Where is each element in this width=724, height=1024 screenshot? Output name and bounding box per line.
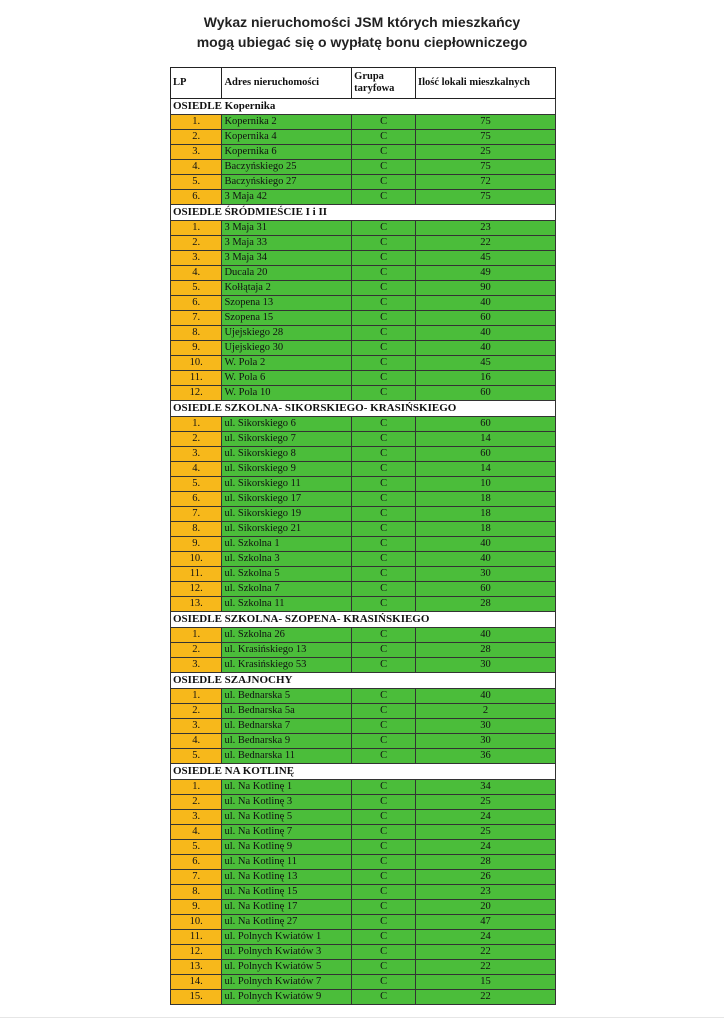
tariff-group: C (352, 266, 416, 281)
apartment-count: 25 (415, 795, 555, 810)
row-number: 4. (171, 266, 222, 281)
table-row (171, 356, 556, 371)
table-row (171, 900, 556, 915)
apartment-count: 60 (415, 417, 555, 432)
title-line-2: mogą ubiegać się o wypłatę bonu ciepłowniczego (196, 34, 528, 50)
row-number: 2. (171, 432, 222, 447)
tariff-group: C (352, 311, 416, 326)
property-address: ul. Na Kotlinę 5 (222, 810, 352, 825)
table-row (171, 447, 556, 462)
tariff-group: C (352, 236, 416, 251)
property-address: ul. Sikorskiego 7 (222, 432, 352, 447)
property-address: ul. Szkolna 5 (222, 567, 352, 582)
property-address: Ducala 20 (222, 266, 352, 281)
table-row (171, 825, 556, 840)
property-address: ul. Szkolna 1 (222, 537, 352, 552)
tariff-group: C (352, 840, 416, 855)
property-address: 3 Maja 31 (222, 221, 352, 236)
row-number: 3. (171, 658, 222, 673)
tariff-group: C (352, 507, 416, 522)
property-address: ul. Bednarska 5a (222, 704, 352, 719)
apartment-count: 60 (415, 311, 555, 326)
row-number: 8. (171, 522, 222, 537)
table-row (171, 417, 556, 432)
row-number: 9. (171, 900, 222, 915)
property-address: W. Pola 6 (222, 371, 352, 386)
section-header-row (171, 99, 556, 115)
table-row (171, 522, 556, 537)
row-number: 12. (171, 582, 222, 597)
row-number: 13. (171, 597, 222, 612)
property-address: ul. Sikorskiego 8 (222, 447, 352, 462)
tariff-group: C (352, 855, 416, 870)
property-address: ul. Polnych Kwiatów 1 (222, 930, 352, 945)
row-number: 1. (171, 417, 222, 432)
property-address: ul. Na Kotlinę 3 (222, 795, 352, 810)
row-number: 2. (171, 704, 222, 719)
row-number: 12. (171, 386, 222, 401)
apartment-count: 20 (415, 900, 555, 915)
property-address: ul. Szkolna 7 (222, 582, 352, 597)
table-row (171, 658, 556, 673)
table-row (171, 840, 556, 855)
property-address: ul. Na Kotlinę 13 (222, 870, 352, 885)
apartment-count: 40 (415, 689, 555, 704)
property-address: Baczyńskiego 25 (222, 160, 352, 175)
property-address: ul. Na Kotlinę 11 (222, 855, 352, 870)
header-address: Adres nieruchomości (222, 68, 352, 99)
table-body (171, 99, 556, 1005)
row-number: 4. (171, 734, 222, 749)
table-row (171, 870, 556, 885)
apartment-count: 30 (415, 567, 555, 582)
table-row (171, 855, 556, 870)
tariff-group: C (352, 145, 416, 160)
apartment-count: 60 (415, 447, 555, 462)
apartment-count: 23 (415, 885, 555, 900)
row-number: 10. (171, 915, 222, 930)
table-row (171, 960, 556, 975)
table-row (171, 795, 556, 810)
property-address: ul. Polnych Kwiatów 3 (222, 945, 352, 960)
property-address: W. Pola 10 (222, 386, 352, 401)
property-address: ul. Bednarska 11 (222, 749, 352, 764)
section-header-row (171, 612, 556, 628)
tariff-group: C (352, 915, 416, 930)
table-row (171, 386, 556, 401)
table-row (171, 326, 556, 341)
document-title (0, 12, 724, 52)
table-row (171, 160, 556, 175)
table-row (171, 296, 556, 311)
property-address: ul. Polnych Kwiatów 9 (222, 990, 352, 1005)
tariff-group: C (352, 825, 416, 840)
table-row (171, 810, 556, 825)
apartment-count: 40 (415, 341, 555, 356)
tariff-group: C (352, 281, 416, 296)
property-address: ul. Bednarska 9 (222, 734, 352, 749)
tariff-group: C (352, 930, 416, 945)
table-row (171, 477, 556, 492)
property-address: ul. Bednarska 5 (222, 689, 352, 704)
property-address: W. Pola 2 (222, 356, 352, 371)
row-number: 10. (171, 552, 222, 567)
row-number: 6. (171, 296, 222, 311)
property-address: 3 Maja 34 (222, 251, 352, 266)
row-number: 2. (171, 236, 222, 251)
table-row (171, 311, 556, 326)
apartment-count: 16 (415, 371, 555, 386)
apartment-count: 30 (415, 658, 555, 673)
property-address: ul. Sikorskiego 11 (222, 477, 352, 492)
section-title: OSIEDLE ŚRÓDMIEŚCIE I i II (171, 205, 556, 221)
tariff-group: C (352, 810, 416, 825)
tariff-group: C (352, 130, 416, 145)
table-row (171, 643, 556, 658)
property-address: ul. Szkolna 26 (222, 628, 352, 643)
apartment-count: 18 (415, 492, 555, 507)
tariff-group: C (352, 417, 416, 432)
row-number: 2. (171, 130, 222, 145)
tariff-group: C (352, 870, 416, 885)
apartment-count: 60 (415, 582, 555, 597)
apartment-count: 60 (415, 386, 555, 401)
tariff-group: C (352, 190, 416, 205)
section-title: OSIEDLE SZKOLNA- SIKORSKIEGO- KRASIŃSKIEGO (171, 401, 556, 417)
tariff-group: C (352, 749, 416, 764)
property-address: ul. Sikorskiego 17 (222, 492, 352, 507)
apartment-count: 15 (415, 975, 555, 990)
apartment-count: 24 (415, 840, 555, 855)
tariff-group: C (352, 795, 416, 810)
tariff-group: C (352, 341, 416, 356)
row-number: 6. (171, 492, 222, 507)
row-number: 11. (171, 930, 222, 945)
table-row (171, 719, 556, 734)
row-number: 8. (171, 885, 222, 900)
apartment-count: 40 (415, 326, 555, 341)
table-row (171, 221, 556, 236)
header-lp: LP (171, 68, 222, 99)
row-number: 13. (171, 960, 222, 975)
table-row (171, 734, 556, 749)
apartment-count: 45 (415, 251, 555, 266)
row-number: 4. (171, 160, 222, 175)
row-number: 7. (171, 311, 222, 326)
row-number: 9. (171, 341, 222, 356)
tariff-group: C (352, 689, 416, 704)
property-address: Kopernika 6 (222, 145, 352, 160)
table-row (171, 704, 556, 719)
tariff-group: C (352, 552, 416, 567)
row-number: 5. (171, 749, 222, 764)
apartment-count: 36 (415, 749, 555, 764)
table-row (171, 507, 556, 522)
property-address: ul. Polnych Kwiatów 7 (222, 975, 352, 990)
table-row (171, 990, 556, 1005)
apartment-count: 40 (415, 296, 555, 311)
tariff-group: C (352, 356, 416, 371)
row-number: 5. (171, 175, 222, 190)
row-number: 6. (171, 855, 222, 870)
tariff-group: C (352, 462, 416, 477)
tariff-group: C (352, 326, 416, 341)
table-row (171, 552, 556, 567)
table-row (171, 145, 556, 160)
row-number: 10. (171, 356, 222, 371)
table-row (171, 597, 556, 612)
apartment-count: 22 (415, 945, 555, 960)
apartment-count: 30 (415, 719, 555, 734)
tariff-group: C (352, 945, 416, 960)
section-header-row (171, 401, 556, 417)
row-number: 11. (171, 371, 222, 386)
tariff-group: C (352, 719, 416, 734)
apartment-count: 24 (415, 930, 555, 945)
tariff-group: C (352, 780, 416, 795)
property-address: ul. Szkolna 11 (222, 597, 352, 612)
property-address: Ujejskiego 30 (222, 341, 352, 356)
row-number: 1. (171, 221, 222, 236)
table-row (171, 930, 556, 945)
apartment-count: 24 (415, 810, 555, 825)
apartment-count: 28 (415, 643, 555, 658)
row-number: 9. (171, 537, 222, 552)
row-number: 14. (171, 975, 222, 990)
table-row (171, 236, 556, 251)
row-number: 3. (171, 251, 222, 266)
table-header (171, 68, 556, 99)
tariff-group: C (352, 371, 416, 386)
tariff-group: C (352, 160, 416, 175)
row-number: 3. (171, 719, 222, 734)
apartment-count: 14 (415, 432, 555, 447)
apartment-count: 90 (415, 281, 555, 296)
properties-table (170, 67, 556, 1005)
table-row (171, 975, 556, 990)
row-number: 3. (171, 145, 222, 160)
tariff-group: C (352, 990, 416, 1005)
property-address: Szopena 15 (222, 311, 352, 326)
property-address: ul. Sikorskiego 6 (222, 417, 352, 432)
table-row (171, 628, 556, 643)
property-address: ul. Szkolna 3 (222, 552, 352, 567)
tariff-group: C (352, 447, 416, 462)
tariff-group: C (352, 432, 416, 447)
table-row (171, 885, 556, 900)
section-header-row (171, 673, 556, 689)
property-address: Baczyńskiego 27 (222, 175, 352, 190)
row-number: 4. (171, 462, 222, 477)
table-row (171, 780, 556, 795)
apartment-count: 45 (415, 356, 555, 371)
table-row (171, 115, 556, 130)
tariff-group: C (352, 960, 416, 975)
property-address: ul. Krasińskiego 53 (222, 658, 352, 673)
table-row (171, 689, 556, 704)
tariff-group: C (352, 567, 416, 582)
tariff-group: C (352, 477, 416, 492)
tariff-group: C (352, 900, 416, 915)
table-row (171, 251, 556, 266)
row-number: 5. (171, 281, 222, 296)
table-row (171, 582, 556, 597)
row-number: 6. (171, 190, 222, 205)
tariff-group: C (352, 704, 416, 719)
apartment-count: 40 (415, 628, 555, 643)
tariff-group: C (352, 221, 416, 236)
row-number: 5. (171, 840, 222, 855)
tariff-group: C (352, 734, 416, 749)
table-row (171, 567, 556, 582)
property-address: ul. Sikorskiego 9 (222, 462, 352, 477)
section-title: OSIEDLE NA KOTLINĘ (171, 764, 556, 780)
table-row (171, 749, 556, 764)
tariff-group: C (352, 643, 416, 658)
apartment-count: 75 (415, 130, 555, 145)
row-number: 7. (171, 870, 222, 885)
apartment-count: 22 (415, 236, 555, 251)
apartment-count: 25 (415, 825, 555, 840)
apartment-count: 25 (415, 145, 555, 160)
table-row (171, 537, 556, 552)
header-group: Grupa taryfowa (352, 68, 416, 99)
tariff-group: C (352, 582, 416, 597)
apartment-count: 2 (415, 704, 555, 719)
tariff-group: C (352, 522, 416, 537)
section-title: OSIEDLE Kopernika (171, 99, 556, 115)
row-number: 3. (171, 447, 222, 462)
section-title: OSIEDLE SZAJNOCHY (171, 673, 556, 689)
apartment-count: 22 (415, 990, 555, 1005)
table-row (171, 266, 556, 281)
property-address: ul. Na Kotlinę 1 (222, 780, 352, 795)
row-number: 12. (171, 945, 222, 960)
apartment-count: 18 (415, 507, 555, 522)
property-address: ul. Na Kotlinę 7 (222, 825, 352, 840)
row-number: 1. (171, 689, 222, 704)
table-row (171, 341, 556, 356)
row-number: 1. (171, 628, 222, 643)
property-address: ul. Sikorskiego 21 (222, 522, 352, 537)
table-row (171, 190, 556, 205)
tariff-group: C (352, 386, 416, 401)
apartment-count: 34 (415, 780, 555, 795)
property-address: ul. Bednarska 7 (222, 719, 352, 734)
row-number: 15. (171, 990, 222, 1005)
tariff-group: C (352, 597, 416, 612)
tariff-group: C (352, 628, 416, 643)
property-address: Szopena 13 (222, 296, 352, 311)
tariff-group: C (352, 251, 416, 266)
apartment-count: 23 (415, 221, 555, 236)
property-address: Kopernika 4 (222, 130, 352, 145)
apartment-count: 10 (415, 477, 555, 492)
property-address: ul. Na Kotlinę 27 (222, 915, 352, 930)
page-edge-line (0, 1017, 724, 1018)
apartment-count: 49 (415, 266, 555, 281)
apartment-count: 18 (415, 522, 555, 537)
table-row (171, 175, 556, 190)
tariff-group: C (352, 492, 416, 507)
table-row (171, 281, 556, 296)
property-address: Kopernika 2 (222, 115, 352, 130)
header-count: Ilość lokali mieszkalnych (415, 68, 555, 99)
section-header-row (171, 205, 556, 221)
apartment-count: 40 (415, 537, 555, 552)
apartment-count: 75 (415, 160, 555, 175)
tariff-group: C (352, 885, 416, 900)
row-number: 2. (171, 643, 222, 658)
table-row (171, 915, 556, 930)
tariff-group: C (352, 658, 416, 673)
row-number: 11. (171, 567, 222, 582)
table-row (171, 432, 556, 447)
table-row (171, 371, 556, 386)
row-number: 1. (171, 115, 222, 130)
apartment-count: 22 (415, 960, 555, 975)
property-address: ul. Sikorskiego 19 (222, 507, 352, 522)
section-title: OSIEDLE SZKOLNA- SZOPENA- KRASIŃSKIEGO (171, 612, 556, 628)
title-line-1: Wykaz nieruchomości JSM których mieszkańcy (203, 14, 521, 30)
tariff-group: C (352, 975, 416, 990)
table-row (171, 492, 556, 507)
property-address: ul. Na Kotlinę 17 (222, 900, 352, 915)
property-address: ul. Polnych Kwiatów 5 (222, 960, 352, 975)
tariff-group: C (352, 115, 416, 130)
tariff-group: C (352, 537, 416, 552)
row-number: 7. (171, 507, 222, 522)
table-row (171, 462, 556, 477)
table-row (171, 130, 556, 145)
apartment-count: 75 (415, 190, 555, 205)
apartment-count: 28 (415, 855, 555, 870)
property-address: ul. Na Kotlinę 15 (222, 885, 352, 900)
property-address: 3 Maja 33 (222, 236, 352, 251)
property-address: Kołłątaja 2 (222, 281, 352, 296)
apartment-count: 72 (415, 175, 555, 190)
property-address: ul. Krasińskiego 13 (222, 643, 352, 658)
property-address: 3 Maja 42 (222, 190, 352, 205)
row-number: 3. (171, 810, 222, 825)
table-row (171, 945, 556, 960)
apartment-count: 30 (415, 734, 555, 749)
row-number: 4. (171, 825, 222, 840)
apartment-count: 28 (415, 597, 555, 612)
row-number: 5. (171, 477, 222, 492)
section-header-row (171, 764, 556, 780)
row-number: 8. (171, 326, 222, 341)
row-number: 2. (171, 795, 222, 810)
apartment-count: 26 (415, 870, 555, 885)
apartment-count: 40 (415, 552, 555, 567)
property-address: Ujejskiego 28 (222, 326, 352, 341)
property-address: ul. Na Kotlinę 9 (222, 840, 352, 855)
tariff-group: C (352, 175, 416, 190)
tariff-group: C (352, 296, 416, 311)
apartment-count: 75 (415, 115, 555, 130)
apartment-count: 47 (415, 915, 555, 930)
row-number: 1. (171, 780, 222, 795)
apartment-count: 14 (415, 462, 555, 477)
